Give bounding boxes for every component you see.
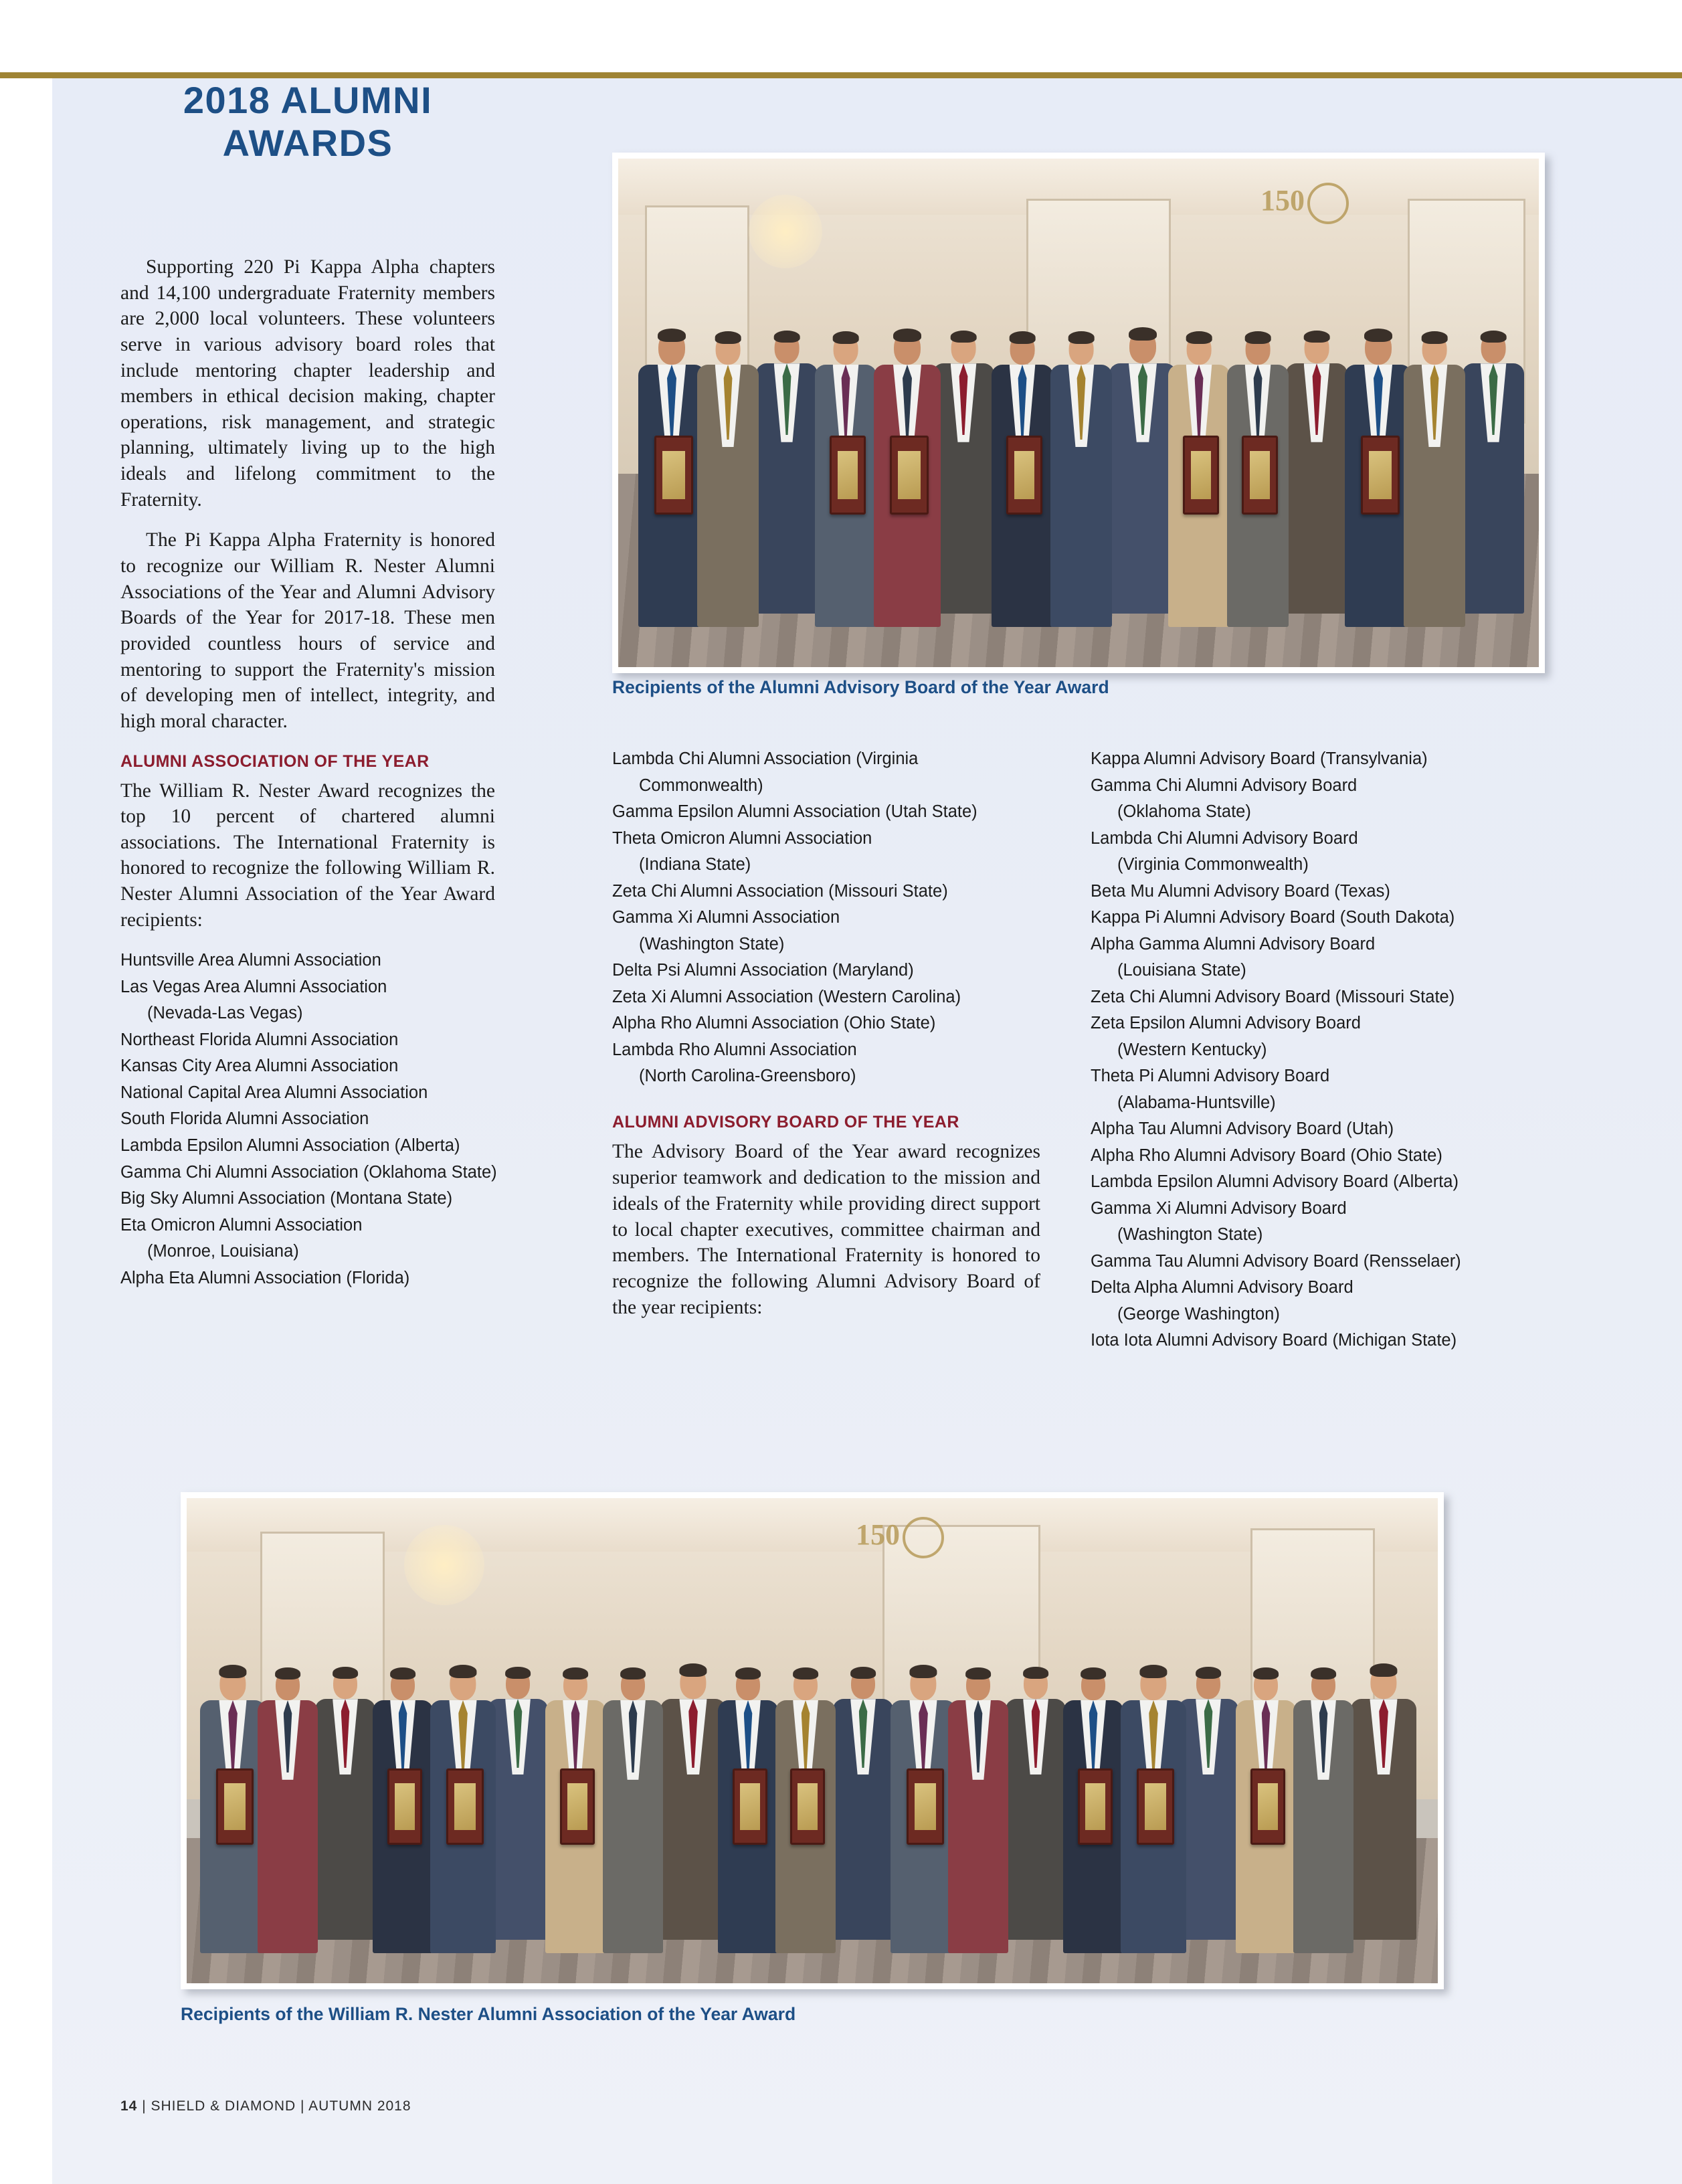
person-hair: [390, 1667, 415, 1679]
association-section-paragraph: The William R. Nester Award recognizes the top 10 percent of chartered alumni associations. The International Fraternity is honored to recognize the following William R. Nester Alumni Association of the Year Award recipients:: [120, 780, 495, 931]
page-title-line-2: AWARDS: [222, 121, 393, 164]
advisory-recipient-col2-item: Zeta Chi Alumni Advisory Board (Missouri State): [1091, 987, 1455, 1006]
person-hair: [951, 331, 977, 343]
award-plaque: [890, 436, 929, 515]
association-recipient-item: Big Sky Alumni Association (Montana State): [120, 1189, 453, 1208]
advisory-recipient-col2-item: Gamma Chi Alumni Advisory Board: [1091, 776, 1358, 795]
advisory-recipient-col2-item: (Western Kentucky): [1117, 1040, 1267, 1059]
person-hair: [850, 1667, 876, 1679]
photo-nester-association-recipients: [181, 1492, 1444, 1989]
photo-person: [258, 1592, 318, 1953]
award-plaque: [830, 436, 866, 515]
association-recipient-item: (Monroe, Louisiana): [147, 1242, 299, 1261]
intro-paragraph-1: Supporting 220 Pi Kappa Alpha chapters and 14,100 undergraduate Fraternity members are 2,000 local volunteers. These volunteers serve in various advisory board roles that include mentoring chapter leadership and members in ethical decision making, chapter operations, risk management, and strategic planning, ultimately living up to the high ideals and lifelong commitment to the Fraternity.: [120, 256, 495, 511]
person-hair: [1370, 1663, 1397, 1677]
advisory-recipient-col1-item: Zeta Xi Alumni Association (Western Carolina): [612, 987, 961, 1006]
photo-person: [1050, 252, 1112, 627]
photo-person: [200, 1592, 266, 1953]
award-plaque: [1361, 436, 1400, 515]
advisory-recipient-col2-item: Delta Alpha Alumni Advisory Board: [1091, 1278, 1353, 1297]
association-section-heading: ALUMNI ASSOCIATION OF THE YEAR: [120, 751, 430, 771]
photo-person: [833, 1596, 893, 1940]
photo2-banner-text: 150: [856, 1518, 900, 1552]
page-left-gutter: [0, 78, 52, 2184]
photo-person: [1063, 1592, 1123, 1953]
intro-paragraph-2: The Pi Kappa Alpha Fraternity is honored to recognize our William R. Nester Alumni Associations of the Year and Alumni Advisory Boards of the Year for 2017-18. These men provided countless hours of service and mentoring to support the Fraternity's mission of developing men of intellect, integrity, and high moral character.: [120, 529, 495, 732]
advisory-recipient-col2-item: (Alabama-Huntsville): [1117, 1093, 1276, 1112]
award-plaque: [1137, 1768, 1175, 1845]
photo-person: [1121, 1592, 1186, 1953]
award-plaque: [1183, 436, 1219, 515]
page-footer: [120, 2098, 411, 2114]
footer-page-number: 14: [120, 2098, 138, 2114]
photo-person: [815, 252, 876, 627]
association-recipient-item: Las Vegas Area Alumni Association: [120, 977, 387, 996]
advisory-recipient-col1-item: Delta Psi Alumni Association (Maryland): [612, 961, 914, 980]
photo-person: [1227, 252, 1289, 627]
association-recipient-item: Huntsville Area Alumni Association: [120, 951, 381, 970]
photo-advisory-board-recipients: [612, 153, 1545, 673]
person-hair: [219, 1665, 246, 1678]
photo-person: [1286, 256, 1347, 614]
advisory-recipient-col2-item: Gamma Tau Alumni Advisory Board (Rensselaer): [1091, 1251, 1461, 1271]
advisory-recipient-col2-item: Gamma Xi Alumni Advisory Board: [1091, 1198, 1347, 1218]
person-hair: [563, 1667, 588, 1679]
page-title: [120, 79, 495, 165]
person-hair: [449, 1665, 476, 1678]
advisory-list-column-right: [1091, 746, 1532, 1354]
advisory-recipient-col1-item: (Indiana State): [639, 855, 751, 875]
photo-person: [891, 1592, 956, 1953]
person-hair: [833, 331, 859, 343]
photo-person: [1463, 256, 1524, 614]
award-plaque: [907, 1768, 945, 1845]
advisory-recipient-col2-item: Lambda Epsilon Alumni Advisory Board (Alberta): [1091, 1172, 1459, 1192]
photo-person: [1404, 252, 1465, 627]
person-hair: [1081, 1667, 1106, 1679]
advisory-recipient-col2-item: (Louisiana State): [1117, 961, 1246, 980]
association-recipient-item: Northeast Florida Alumni Association: [120, 1030, 399, 1049]
person-hair: [1010, 331, 1036, 343]
advisory-recipient-col2-item: Alpha Gamma Alumni Advisory Board: [1091, 934, 1376, 953]
award-plaque: [790, 1768, 826, 1845]
association-recipient-item: Eta Omicron Alumni Association: [120, 1215, 363, 1235]
award-plaque: [446, 1768, 484, 1845]
advisory-recipient-col2-item: Iota Iota Alumni Advisory Board (Michigan State): [1091, 1331, 1457, 1350]
photo-person: [1178, 1596, 1238, 1940]
photo-person: [718, 1592, 778, 1953]
person-hair: [1139, 1665, 1167, 1678]
person-hair: [1364, 329, 1392, 342]
person-hair: [1068, 331, 1095, 343]
person-hair: [735, 1667, 761, 1679]
photo-banner-ring-icon: [1307, 183, 1349, 224]
advisory-recipient-col1-item: Lambda Rho Alumni Association: [612, 1040, 857, 1059]
advisory-recipient-col2-item: Kappa Pi Alumni Advisory Board (South Dakota): [1091, 908, 1455, 927]
left-column: [120, 254, 495, 1291]
photo-person: [603, 1592, 663, 1953]
photo-person: [430, 1592, 496, 1953]
advisory-recipient-col2-item: (Oklahoma State): [1117, 802, 1251, 822]
advisory-recipient-col1-item: Theta Omicron Alumni Association: [612, 828, 872, 848]
advisory-recipient-col1-item: Zeta Chi Alumni Association (Missouri State): [612, 881, 948, 901]
advisory-recipient-col2-item: Alpha Rho Alumni Advisory Board (Ohio State): [1091, 1146, 1442, 1165]
person-hair: [658, 329, 686, 342]
page-top-gold-rule: [0, 72, 1682, 78]
advisory-list-column-left: [612, 746, 1040, 1321]
association-recipient-item: Lambda Epsilon Alumni Association (Alberta): [120, 1135, 460, 1155]
advisory-recipient-col2-item: Alpha Tau Alumni Advisory Board (Utah): [1091, 1119, 1394, 1139]
person-hair: [1304, 331, 1330, 343]
photo2-anniversary-banner: [856, 1517, 944, 1558]
photo-person: [874, 252, 941, 627]
person-hair: [793, 1667, 818, 1679]
association-recipient-item: South Florida Alumni Association: [120, 1109, 369, 1129]
award-plaque: [1242, 436, 1278, 515]
award-plaque: [654, 436, 693, 515]
page-title-line-1: 2018 ALUMNI: [183, 79, 433, 121]
advisory-section-heading: ALUMNI ADVISORY BOARD OF THE YEAR: [612, 1112, 959, 1131]
association-recipient-item: Kansas City Area Alumni Association: [120, 1057, 399, 1076]
award-plaque: [733, 1768, 768, 1845]
person-hair: [620, 1667, 646, 1679]
advisory-recipient-col2-item: (George Washington): [1117, 1304, 1280, 1324]
photo-person: [1109, 256, 1176, 614]
photo-person: [756, 256, 818, 614]
person-hair: [1245, 331, 1271, 343]
advisory-recipient-list-1: [612, 746, 1040, 1090]
advisory-section-paragraph: The Advisory Board of the Year award recognizes superior teamwork and dedication to the mission and ideals of the Fraternity while providing direct support to local chapter executives, committee chairman and members. The International Fraternity is honored to recognize the following Alumni Advisory Board of the year recipients:: [612, 1140, 1040, 1319]
advisory-recipient-col1-item: (Washington State): [639, 934, 785, 953]
photo-person: [1351, 1596, 1416, 1940]
photo-person: [660, 1596, 726, 1940]
advisory-recipient-col1-item: Lambda Chi Alumni Association (Virginia: [612, 749, 919, 768]
advisory-recipient-col1-item: Gamma Epsilon Alumni Association (Utah State): [612, 802, 977, 822]
photo-person: [488, 1596, 548, 1940]
advisory-recipient-col1-item: Alpha Rho Alumni Association (Ohio State): [612, 1014, 936, 1033]
advisory-recipient-col2-item: (Washington State): [1117, 1225, 1263, 1245]
person-hair: [505, 1667, 531, 1679]
advisory-recipient-col2-item: Theta Pi Alumni Advisory Board: [1091, 1067, 1330, 1086]
photo-person: [1168, 252, 1230, 627]
photo-anniversary-banner: [1260, 183, 1349, 224]
person-hair: [333, 1667, 358, 1679]
association-recipient-item: National Capital Area Alumni Association: [120, 1083, 428, 1102]
advisory-recipient-col1-item: (North Carolina-Greensboro): [639, 1067, 856, 1086]
award-plaque: [1006, 436, 1042, 515]
person-hair: [893, 329, 921, 342]
photo-person: [697, 252, 759, 627]
photo-person: [1236, 1592, 1296, 1953]
photo-person: [373, 1592, 433, 1953]
caption-top-photo: Recipients of the Alumni Advisory Board of the Year Award: [612, 677, 1109, 697]
photo2-banner-ring-icon: [903, 1517, 944, 1558]
photo-person: [315, 1596, 375, 1940]
advisory-recipient-col2-item: Kappa Alumni Advisory Board (Transylvania): [1091, 749, 1428, 768]
person-hair: [774, 331, 800, 343]
person-hair: [679, 1663, 707, 1677]
person-hair: [1196, 1667, 1221, 1679]
award-plaque: [1250, 1768, 1286, 1845]
person-hair: [965, 1667, 991, 1679]
page-top-white-band: [0, 0, 1682, 72]
award-plaque: [387, 1768, 423, 1845]
advisory-recipient-col2-item: Beta Mu Alumni Advisory Board (Texas): [1091, 881, 1390, 901]
advisory-recipient-col2-item: Lambda Chi Alumni Advisory Board: [1091, 828, 1358, 848]
association-recipient-list: [120, 947, 495, 1291]
advisory-recipient-col2-item: (Virginia Commonwealth): [1117, 855, 1309, 875]
award-plaque: [560, 1768, 595, 1845]
photo-person: [545, 1592, 605, 1953]
association-recipient-item: (Nevada-Las Vegas): [147, 1004, 303, 1023]
caption-bottom-photo: Recipients of the William R. Nester Alumni Association of the Year Award: [181, 2004, 796, 2024]
photo-person: [638, 252, 705, 627]
person-hair: [1186, 331, 1212, 343]
photo-person: [775, 1592, 836, 1953]
association-recipient-item: Alpha Eta Alumni Association (Florida): [120, 1268, 410, 1287]
photo-banner-text: 150: [1260, 184, 1305, 217]
advisory-recipient-col1-item: Commonwealth): [639, 776, 763, 795]
photo-person: [1293, 1592, 1353, 1953]
person-hair: [1023, 1667, 1048, 1679]
advisory-recipient-list-2: [1091, 746, 1532, 1354]
person-hair: [1311, 1667, 1336, 1679]
person-hair: [1253, 1667, 1279, 1679]
photo-person: [992, 252, 1053, 627]
person-hair: [275, 1667, 300, 1679]
photo-person: [1006, 1596, 1066, 1940]
photo-person: [948, 1592, 1008, 1953]
footer-publication-text: | SHIELD & DIAMOND | AUTUMN 2018: [142, 2098, 411, 2114]
association-recipient-item: Gamma Chi Alumni Association (Oklahoma State): [120, 1162, 497, 1182]
photo-person: [1345, 252, 1412, 627]
photo-person: [933, 256, 994, 614]
award-plaque: [216, 1768, 254, 1845]
advisory-recipient-col1-item: Gamma Xi Alumni Association: [612, 908, 840, 927]
person-hair: [1481, 331, 1507, 343]
person-hair: [1129, 327, 1157, 341]
award-plaque: [1078, 1768, 1113, 1845]
person-hair: [715, 331, 741, 343]
advisory-recipient-col2-item: Zeta Epsilon Alumni Advisory Board: [1091, 1014, 1361, 1033]
person-hair: [1422, 331, 1448, 343]
person-hair: [909, 1665, 937, 1678]
